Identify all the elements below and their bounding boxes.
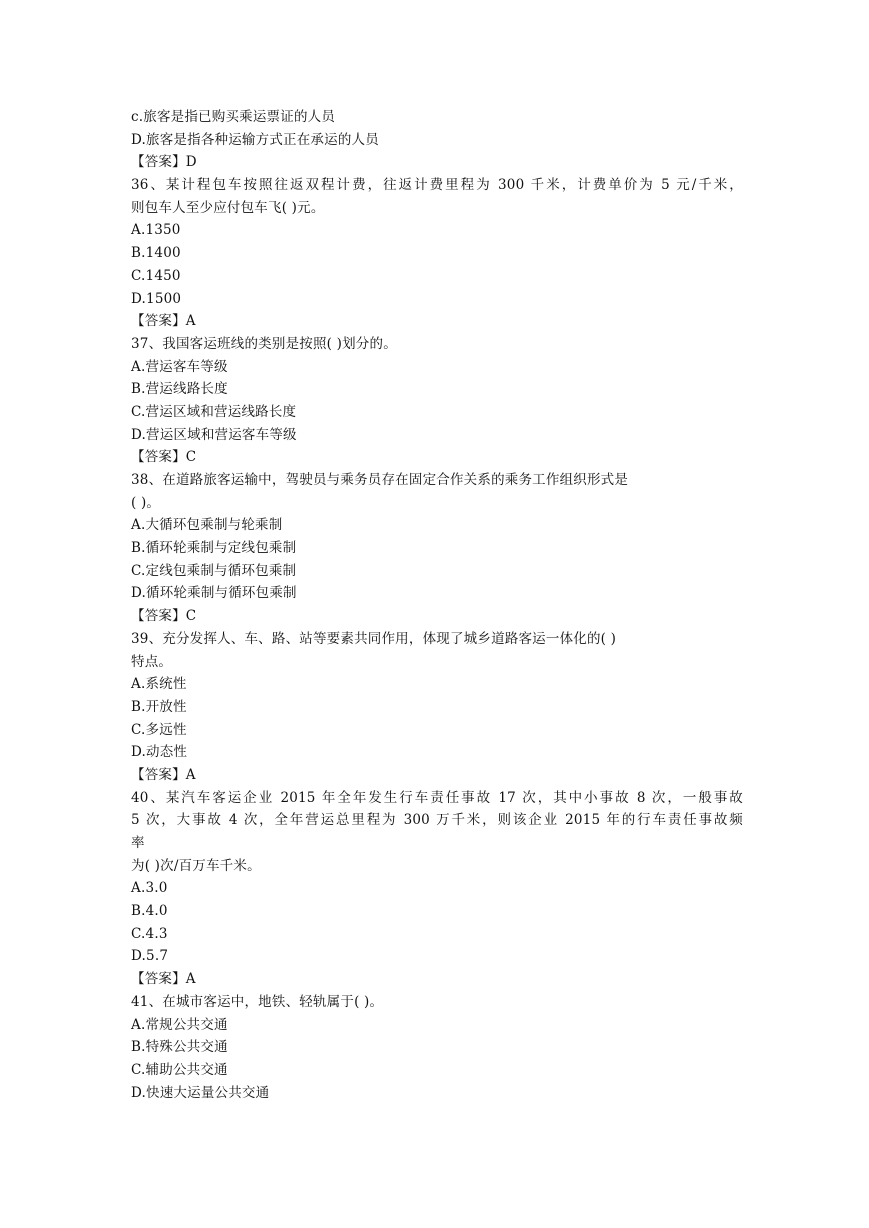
option-line: D.快速大运量公共交通 (131, 1084, 270, 1101)
question-line: 39、充分发挥人、车、路、站等要素共同作用，体现了城乡道路客运一体化的( ) (131, 630, 617, 647)
option-line: C.定线包乘制与循环包乘制 (131, 562, 297, 579)
option-line: A.1350 (131, 222, 181, 239)
option-line: A.系统性 (131, 676, 187, 693)
option-line: B.营运线路长度 (131, 381, 228, 398)
question-line: 36、某计程包车按照往返双程计费，往返计费里程为 300 千米，计费单价为 5 元/千米， (131, 177, 743, 194)
question-line: 则包车人至少应付包车飞( )元。 (131, 199, 325, 216)
option-line: D.营运区域和营运客车等级 (131, 426, 297, 443)
question-line: 为( )次/百万车千米。 (131, 857, 261, 874)
option-line: B.特殊公共交通 (131, 1039, 228, 1056)
option-line: B.循环轮乘制与定线包乘制 (131, 540, 297, 557)
option-line: B.开放性 (131, 698, 187, 715)
answer-line: 【答案】D (131, 154, 197, 171)
question-line: 38、在道路旅客运输中，驾驶员与乘务员存在固定合作关系的乘务工作组织形式是 (131, 472, 629, 488)
answer-line: 【答案】C (131, 449, 197, 466)
option-line: c.旅客是指已购买乘运票证的人员 (131, 109, 336, 125)
document-body (131, 106, 743, 1104)
question-line: 37、我国客运班线的类别是按照( )划分的。 (131, 335, 397, 352)
option-line: A.营运客车等级 (131, 358, 228, 375)
option-line: A.3.0 (131, 880, 168, 897)
option-line: D.5.7 (131, 948, 169, 965)
option-line: D.1500 (131, 290, 182, 307)
option-line: C.4.3 (131, 925, 168, 942)
question-line: 特点。 (131, 653, 173, 670)
answer-line: 【答案】A (131, 313, 196, 330)
option-line: C.辅助公共交通 (131, 1061, 228, 1078)
question-line: ( )。 (131, 494, 161, 511)
option-line: C.多远性 (131, 721, 187, 738)
option-line: A.常规公共交通 (131, 1016, 228, 1033)
option-line: D.动态性 (131, 744, 188, 761)
option-line: C.营运区域和营运线路长度 (131, 403, 297, 420)
question-line: 率 (131, 835, 145, 851)
answer-line: 【答案】C (131, 608, 197, 625)
answer-line: 【答案】A (131, 971, 196, 988)
option-line: B.4.0 (131, 903, 168, 920)
option-line: C.1450 (131, 267, 181, 284)
option-line: D.旅客是指各种运输方式正在承运的人员 (131, 131, 379, 148)
answer-line: 【答案】A (131, 766, 196, 783)
option-line: B.1400 (131, 245, 181, 262)
question-line: 40、某汽车客运企业 2015 年全年发生行车责任事故 17 次，其中小事故 8 次，一般事故 (131, 789, 743, 806)
option-line: D.循环轮乘制与循环包乘制 (131, 585, 297, 602)
question-line: 41、在城市客运中，地铁、轻轨属于( )。 (131, 993, 384, 1010)
option-line: A.大循环包乘制与轮乘制 (131, 517, 283, 534)
question-line: 5 次，大事故 4 次，全年营运总里程为 300 万千米，则该企业 2015 年的行车责任事故频 (131, 812, 743, 829)
